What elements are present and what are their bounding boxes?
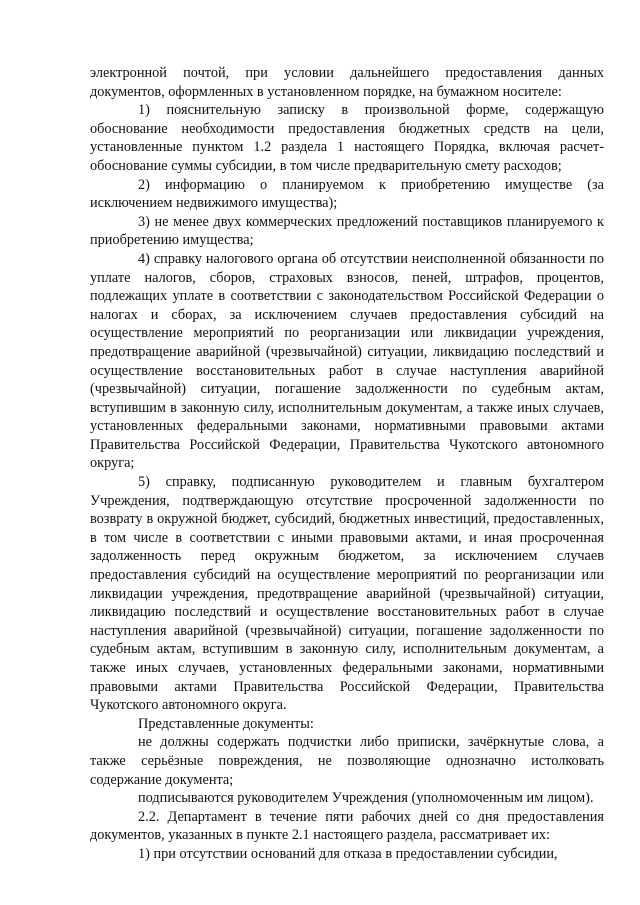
paragraph-item-3: 3) не менее двух коммерческих предложений поставщиков планируемого к приобретению имущества; <box>90 213 604 249</box>
paragraph-item-4: 4) справку налогового органа об отсутствии неисполненной обязанности по уплате налогов, сборов, страховых взносов, пеней, штрафов, процентов, подлежащих уплате в соответствии с законодательством Российской Федерации о налогах и сборах, за исключением случаев предоставления субсидий на осуществление мероприятий по реорганизации или ликвидации учреждения, предотвращение аварийной (чрезвычайной) ситуации, ликвидацию последствий и осуществление восстановительных работ в случае наступления аварийной (чрезвычайной) ситуации, погашение задолженности по судебным актам, вступившим в законную силу, исполнительным документам, а также иных случаев, установленных федеральными законами, нормативными правовыми актами Правительства Российской Федерации, Правительства Чукотского автономного округа; <box>90 250 604 472</box>
paragraph-item-5: 5) справку, подписанную руководителем и главным бухгалтером Учреждения, подтверждающую отсутствие просроченной задолженности по возврату в окружной бюджет, субсидий, бюджетных инвестиций, предоставленных, в том числе в соответствии с иными правовыми актами, и иная просроченная задолженность перед окружным бюджетом, за исключением случаев предоставления субсидий на осуществление мероприятий по реорганизации или ликвидации учреждения, предотвращение аварийной (чрезвычайной) ситуации, ликвидацию последствий и осуществление восстановительных работ в случае наступления аварийной (чрезвычайной) ситуации, погашение задолженности по судебным актам, вступившим в законную силу, исполнительным документам, а также иных случаев, установленных федеральными законами, нормативными правовыми актами Правительства Российской Федерации, Правительства Чукотского автономного округа. <box>90 474 604 714</box>
document-page <box>90 64 604 864</box>
paragraph-item-1: 1) пояснительную записку в произвольной форме, содержащую обоснование необходимости предоставления бюджетных средств на цели, установленные пунктом 1.2 раздела 1 настоящего Порядка, включая расчет-обоснование суммы субсидии, в том числе предварительную смету расходов; <box>90 102 604 174</box>
paragraph-continuation: электронной почтой, при условии дальнейшего предоставления данных документов, оформленных в установленном порядке, на бумажном носителе: <box>90 65 604 100</box>
paragraph-documents-heading: Представленные документы: <box>138 715 314 732</box>
paragraph-requirement-1: не должны содержать подчистки либо приписки, зачёркнутые слова, а также серьёзные повреждения, не позволяющие однозначно истолковать содержание документа; <box>90 734 604 788</box>
paragraph-item-2: 2) информацию о планируемом к приобретению имуществе (за исключением недвижимого имущества); <box>90 176 604 212</box>
paragraph-section-2-2-item-1: 1) при отсутствии оснований для отказа в предоставлении субсидии, <box>138 845 558 862</box>
paragraph-section-2-2: 2.2. Департамент в течение пяти рабочих дней со дня предоставления документов, указанных в пункте 2.1 настоящего раздела, рассматривает их: <box>90 808 604 844</box>
paragraph-requirement-2: подписываются руководителем Учреждения (уполномоченным им лицом). <box>138 790 594 807</box>
